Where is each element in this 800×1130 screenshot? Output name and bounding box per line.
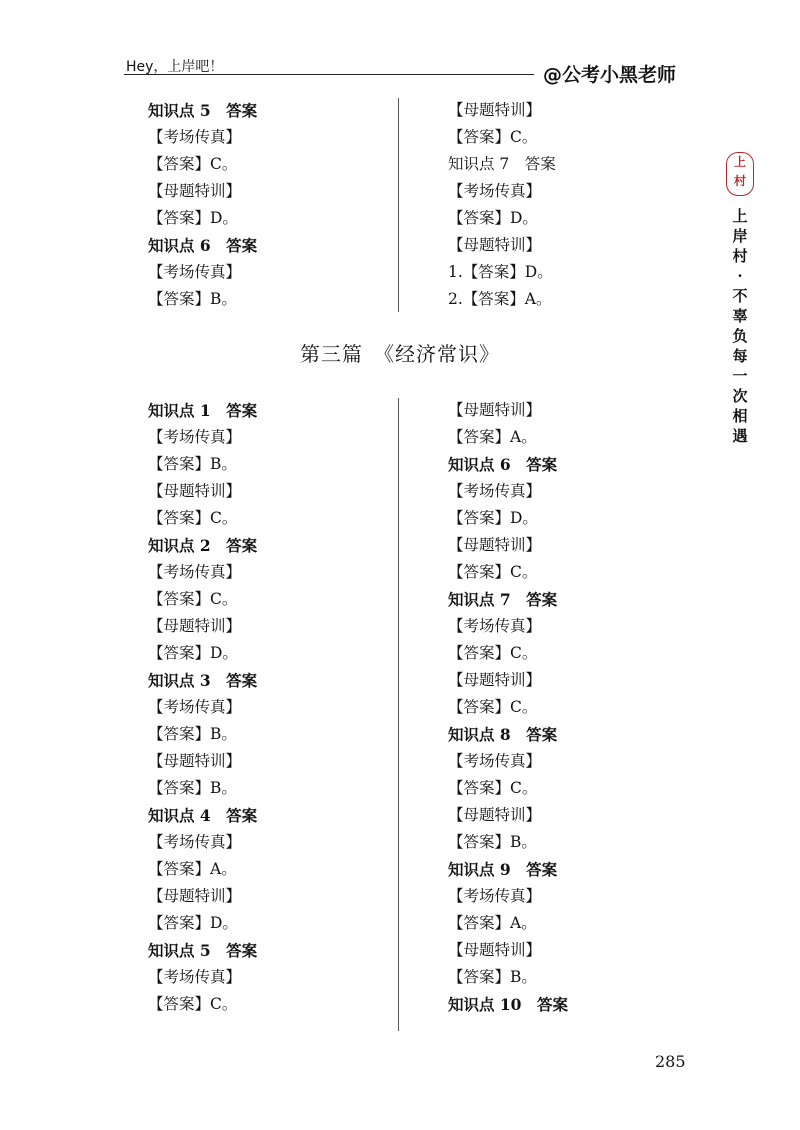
knowledge-point-heading: 知识点 5 答案: [148, 941, 258, 960]
answer-line: 【答案】C。: [448, 563, 538, 581]
slogan-char: 每: [732, 347, 748, 365]
answer-line: 【答案】C。: [148, 155, 238, 173]
answer-line: 【母题特训】: [148, 182, 242, 200]
answer-line: 【母题特训】: [148, 752, 242, 770]
header-greeting: Hey，上岸吧！: [126, 59, 224, 75]
answer-line: 【答案】B。: [148, 455, 237, 473]
knowledge-point-heading: 知识点 8 答案: [448, 725, 558, 744]
knowledge-point-heading: 知识点 3 答案: [148, 671, 258, 690]
top-right-column: [448, 97, 556, 313]
side-slogan: [729, 206, 751, 446]
answer-line: 【答案】B。: [148, 779, 237, 797]
answer-line: 【母题特训】: [448, 941, 542, 959]
answer-line: 【答案】C。: [148, 590, 238, 608]
answer-line: 【答案】D。: [448, 509, 538, 527]
column-divider-top: [398, 98, 399, 312]
slogan-char: 遇: [732, 427, 748, 445]
answer-line: 【母题特训】: [448, 536, 542, 554]
answer-line: 【答案】C。: [148, 509, 238, 527]
slogan-char: 负: [732, 327, 748, 345]
answer-line: 【考场传真】: [448, 617, 542, 635]
top-left-column: [148, 97, 257, 313]
answer-line: 2.【答案】A。: [448, 290, 552, 308]
answer-line: 【母题特训】: [448, 236, 542, 254]
bottom-left-column: [148, 397, 257, 1018]
answer-line: 【答案】D。: [148, 209, 238, 227]
bottom-right-column: [448, 397, 568, 1018]
answer-line: 【答案】B。: [448, 968, 537, 986]
answer-line: 【考场传真】: [448, 182, 542, 200]
answer-line: 【答案】D。: [448, 209, 538, 227]
knowledge-point-heading: 知识点 1 答案: [148, 401, 258, 420]
badge-char: 上: [733, 155, 746, 169]
answer-line: 【考场传真】: [448, 482, 542, 500]
answer-line: 【答案】B。: [148, 725, 237, 743]
badge-char: 村: [733, 174, 746, 188]
answer-line: 【答案】B。: [448, 833, 537, 851]
slogan-char: 相: [732, 407, 748, 425]
answer-line: 【考场传真】: [148, 263, 242, 281]
answer-line: 【答案】C。: [448, 644, 538, 662]
knowledge-point-heading: 知识点 6 答案: [448, 455, 558, 474]
answer-line: 【答案】C。: [448, 128, 538, 146]
answer-line: 【母题特训】: [148, 887, 242, 905]
answer-line: 知识点 7 答案: [448, 155, 556, 173]
answer-line: 【答案】B。: [148, 290, 237, 308]
answer-line: 【母题特训】: [448, 806, 542, 824]
slogan-char: 上: [732, 207, 748, 225]
answer-line: 【考场传真】: [148, 698, 242, 716]
answer-line: 【答案】C。: [448, 698, 538, 716]
knowledge-point-heading: 知识点 10 答案: [448, 995, 568, 1014]
slogan-char: 辜: [732, 307, 748, 325]
knowledge-point-heading: 知识点 2 答案: [148, 536, 258, 555]
column-divider-bottom: [398, 398, 399, 1031]
answer-line: 【考场传真】: [148, 428, 242, 446]
answer-line: 【答案】A。: [448, 428, 537, 446]
answer-line: 【考场传真】: [148, 968, 242, 986]
answer-line: 【母题特训】: [448, 401, 542, 419]
slogan-char: 岸: [732, 227, 748, 245]
knowledge-point-heading: 知识点 9 答案: [448, 860, 558, 879]
answer-line: 【答案】C。: [448, 779, 538, 797]
answer-line: 【母题特训】: [148, 482, 242, 500]
slogan-char: 村: [732, 247, 748, 265]
answer-line: 【答案】D。: [148, 914, 238, 932]
answer-line: 【答案】A。: [148, 860, 237, 878]
knowledge-point-heading: 知识点 7 答案: [448, 590, 558, 609]
knowledge-point-heading: 知识点 4 答案: [148, 806, 258, 825]
page-number: 285: [655, 1052, 686, 1071]
answer-line: 【答案】D。: [148, 644, 238, 662]
answer-line: 1.【答案】D。: [448, 263, 553, 281]
answer-line: 【考场传真】: [148, 833, 242, 851]
section-title: 第三篇 《经济常识》: [300, 342, 500, 366]
knowledge-point-heading: 知识点 5 答案: [148, 101, 258, 120]
answer-line: 【母题特训】: [448, 671, 542, 689]
answer-line: 【考场传真】: [148, 563, 242, 581]
answer-line: 【考场传真】: [448, 887, 542, 905]
answer-line: 【答案】A。: [448, 914, 537, 932]
answer-line: 【母题特训】: [148, 617, 242, 635]
slogan-char: 不: [732, 287, 748, 305]
slogan-char: 次: [732, 387, 748, 405]
slogan-char: ·: [737, 267, 743, 285]
side-logo-badge: [726, 152, 754, 196]
header-rule: [124, 74, 534, 75]
answer-line: 【考场传真】: [448, 752, 542, 770]
knowledge-point-heading: 知识点 6 答案: [148, 236, 258, 255]
slogan-char: 一: [732, 367, 748, 385]
answer-line: 【考场传真】: [148, 128, 242, 146]
header-author: @公考小黑老师: [543, 64, 677, 86]
answer-line: 【母题特训】: [448, 101, 542, 119]
answer-line: 【答案】C。: [148, 995, 238, 1013]
